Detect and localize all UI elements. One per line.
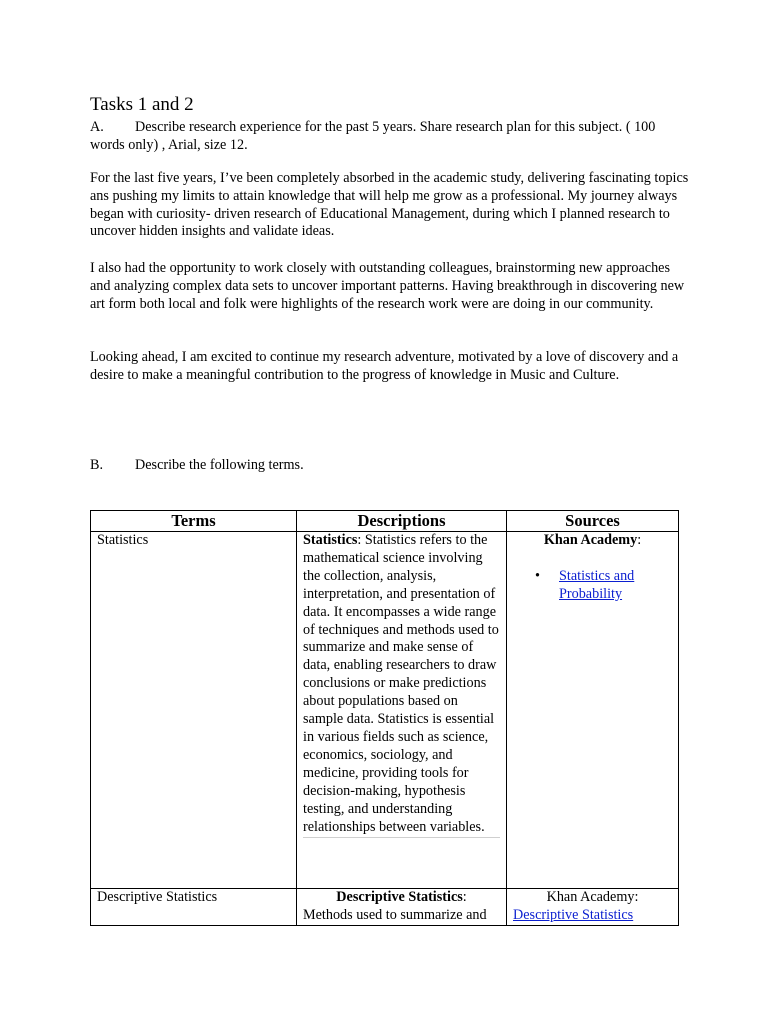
description-heading (303, 889, 500, 907)
source-list (513, 568, 672, 604)
description-colon: : (462, 889, 467, 905)
description-body: Methods used to summarize and (303, 906, 487, 923)
description-text (303, 532, 500, 838)
term-cell: Descriptive Statistics (91, 889, 297, 926)
task-b-prompt (90, 456, 304, 474)
header-descriptions: Descriptions (297, 511, 507, 532)
descriptive-statistics-link[interactable]: Descriptive Statistics (513, 906, 634, 923)
paragraph-2: I also had the opportunity to work closely with outstanding colleagues, brainstorming new approaches and analyzing complex data sets to uncover important patterns. Having breakthrough in discovering new art form both local and folk were highlights of the research work were are doing in our community. (90, 260, 685, 312)
description-bold-term: Statistics (303, 532, 358, 548)
source-cell (507, 532, 679, 889)
terms-table (90, 510, 679, 926)
description-cell (297, 889, 507, 926)
header-sources: Sources (507, 511, 679, 532)
source-title: Khan Academy: (546, 889, 639, 905)
table-header-row (91, 511, 679, 532)
paragraph-3: Looking ahead, I am excited to continue my research adventure, motivated by a love of discovery and a desire to make a meaningful contribution to the progress of knowledge in Music and Culture. (90, 349, 679, 383)
task-b-letter: B. (90, 457, 104, 473)
bullet-icon: • (535, 567, 540, 584)
paragraph-1: For the last five years, I’ve been completely absorbed in the academic study, delivering fascinating topics ans pushing my limits to attain knowledge that will help me grow as a professional. My journey always began with curiosity- driven research of Educational Management, during which I planned research to uncover hidden insights and validate ideas. (90, 170, 689, 240)
task-b-text: Describe the following terms. (135, 457, 304, 473)
statistics-probability-link[interactable]: Statistics and Probability (559, 567, 635, 602)
page-title: Tasks 1 and 2 (90, 94, 194, 115)
source-name: Khan Academy (543, 532, 638, 548)
source-colon: : (637, 532, 642, 548)
table-row (91, 889, 679, 926)
source-cell (507, 889, 679, 926)
task-a-prompt (90, 118, 690, 154)
task-a-text: Describe research experience for the past 5 years. Share research plan for this subject. ( 100 words only) , Arial, size 12. (90, 119, 656, 153)
description-body: : Statistics refers to the mathematical science involving the collection, analysis, interpretation, and presentation of data. It encompasses a wide range of techniques and methods used to summarize and make sense of data, enabling researchers to draw conclusions or make predictions about populations based on sample data. Statistics is essential in various fields such as science, economics, sociology, and medicine, providing tools for decision-making, hypothesis testing, and understanding relationships between variables. (303, 532, 499, 835)
source-title (513, 532, 672, 550)
term-cell: Statistics (91, 532, 297, 889)
description-cell (297, 532, 507, 889)
task-a-letter: A. (90, 119, 104, 135)
list-item (535, 567, 672, 604)
description-bold-term: Descriptive Statistics (336, 889, 463, 905)
table-row (91, 532, 679, 889)
header-terms: Terms (91, 511, 297, 532)
